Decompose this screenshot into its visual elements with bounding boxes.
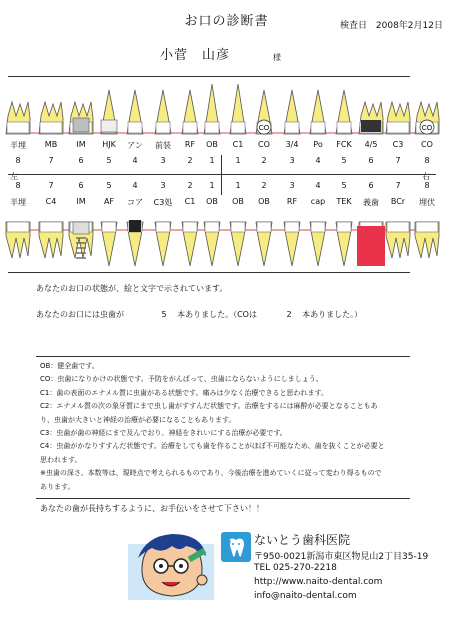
- lower-tooth-label: TEK: [336, 197, 352, 206]
- legend-line: り、虫歯が大きいと神経の治療が必要になることもあります。: [40, 415, 236, 424]
- legend-line: C2：エナメル質の次の象牙質にまで虫し歯がすすんだ状態です。治療をするには麻酔が必要となることもあ: [40, 402, 378, 411]
- lower-tooth-label: IM: [76, 197, 86, 206]
- lower-tooth-label: OB: [258, 197, 270, 206]
- lower-tooth-label: C3処: [153, 198, 173, 207]
- lower-tooth-number: 6: [368, 181, 374, 190]
- upper-tooth-number: 7: [395, 156, 401, 165]
- upper-tooth-number: 2: [261, 156, 267, 165]
- upper-tooth-label: C3: [392, 140, 404, 149]
- upper-tooth-label: 3/4: [285, 140, 299, 149]
- lower-tooth-number: 7: [48, 181, 54, 190]
- upper-tooth-number: 8: [15, 156, 21, 165]
- summary-line-2-c: 本ありました。）: [302, 310, 363, 319]
- upper-tooth-crown: [40, 122, 62, 133]
- upper-tooth-label: C1: [232, 140, 244, 149]
- upper-tooth-label: 半埋: [10, 141, 26, 150]
- upper-tooth-crown: [231, 122, 245, 133]
- lower-tooth-label: 義歯: [363, 198, 379, 207]
- lower-tooth-number: 8: [15, 181, 21, 190]
- exam-date-label: 検査日: [340, 21, 368, 31]
- mascot-doctor-icon: [128, 530, 214, 600]
- exam-date-value: 2008年2月12日: [375, 21, 443, 31]
- core-mark: [129, 220, 141, 232]
- lower-tooth-label: OB: [232, 197, 244, 206]
- lower-tooth-crown: [416, 222, 438, 232]
- upper-tooth-label: OB: [206, 140, 218, 149]
- upper-tooth-crown: [337, 122, 351, 133]
- lower-tooth-crown: [311, 222, 325, 232]
- upper-teeth-chart: [0, 76, 453, 140]
- summary-line-2-b: 本ありました。（COは: [177, 310, 257, 319]
- legend-block: [40, 360, 440, 494]
- legend-bottom-divider: [36, 498, 410, 499]
- lower-tooth-label: コア: [127, 198, 143, 207]
- upper-tooth-number: 5: [341, 156, 347, 165]
- lower-tooth-crown: [183, 222, 197, 232]
- lower-implant-crown: [73, 222, 89, 234]
- upper-tooth-label: FCK: [336, 140, 352, 149]
- upper-tooth-number: 2: [187, 156, 193, 165]
- side-left: 左: [10, 172, 18, 181]
- upper-tooth-crown: [128, 122, 142, 133]
- filling-mark: [361, 120, 381, 132]
- summary-line-2-a: あなたのお口には虫歯が: [36, 310, 124, 319]
- lower-tooth-label: cap: [310, 197, 326, 206]
- footer-message: あなたの歯が長持ちするように、お手伝いをさせて下さい！！: [40, 504, 264, 513]
- upper-tooth-crown: [156, 122, 170, 133]
- tooth-logo-icon: [221, 532, 251, 562]
- co-mark-text: CO: [421, 125, 433, 132]
- lower-tooth-label: C1: [184, 197, 196, 206]
- clinic-email: info@naito-dental.com: [254, 591, 357, 601]
- upper-tooth-number: 4: [132, 156, 138, 165]
- upper-tooth-crown: [7, 122, 29, 133]
- legend-line: 思われます。: [40, 455, 82, 464]
- lower-tooth-label: 埋伏: [419, 198, 435, 207]
- lower-tooth-number: 5: [106, 181, 112, 190]
- page-title: お口の診断書: [184, 14, 269, 29]
- upper-tooth-number: 1: [235, 156, 241, 165]
- lower-tooth-crown: [231, 222, 245, 232]
- lower-tooth-number: 3: [289, 181, 295, 190]
- lower-tooth-number: 8: [424, 181, 430, 190]
- legend-line: CO：虫歯になりかけの状態です。予防をがんばって、虫歯にならないようにしましょう。: [40, 375, 323, 384]
- lower-tooth-crown: [7, 222, 29, 232]
- patient-name: 小菅 山彦: [160, 48, 231, 63]
- denture-mark: [357, 226, 385, 266]
- clinic-tel: TEL 025-270-2218: [254, 563, 337, 573]
- upper-tooth-number: 4: [315, 156, 321, 165]
- lower-tooth-label: BCr: [390, 197, 406, 206]
- upper-tooth-number: 7: [48, 156, 54, 165]
- upper-tooth-number: 5: [106, 156, 112, 165]
- lower-tooth-number: 1: [209, 181, 215, 190]
- legend-line: あります。: [40, 482, 75, 491]
- lower-tooth-number: 1: [235, 181, 241, 190]
- lower-tooth-crown: [102, 222, 116, 232]
- exam-date: [340, 18, 443, 31]
- upper-tooth-number: 6: [78, 156, 84, 165]
- upper-tooth-label: Po: [313, 140, 323, 149]
- upper-tooth-number: 6: [368, 156, 374, 165]
- lower-tooth-number: 4: [315, 181, 321, 190]
- upper-tooth-label: 4/5: [364, 140, 378, 149]
- legend-top-divider: [36, 356, 410, 357]
- upper-tooth-crown: [183, 122, 197, 133]
- co-mark-text: CO: [258, 125, 270, 132]
- lower-tooth-crown: [285, 222, 299, 232]
- honorific: 様: [273, 53, 281, 62]
- upper-tooth-label: CO: [421, 140, 433, 149]
- upper-tooth-crown: [285, 122, 299, 133]
- summary-line-2: [36, 309, 362, 320]
- quadrant-horizontal-line: [8, 174, 436, 175]
- upper-tooth-number: 3: [289, 156, 295, 165]
- lower-tooth-number: 6: [78, 181, 84, 190]
- lower-tooth-label: OB: [206, 197, 218, 206]
- lower-tooth-crown: [337, 222, 351, 232]
- legend-line: C4：虫歯がかなりすすんだ状態です。治療をしても歯を作ることがほぼ不可能なため、歯を抜くことが必要と: [40, 442, 385, 451]
- lower-teeth-chart: [0, 218, 453, 270]
- upper-tooth-number: 8: [424, 156, 430, 165]
- lower-tooth-crown: [205, 222, 219, 232]
- upper-tooth-number: 1: [209, 156, 215, 165]
- legend-line: C3：虫歯が歯の神経にまで及んでおり、神経をきれいにする治療が必要です。: [40, 429, 287, 438]
- upper-tooth-label: RF: [184, 140, 196, 149]
- lower-tooth-crown: [257, 222, 271, 232]
- lower-tooth-label: AF: [103, 197, 115, 206]
- lower-tooth-number: 4: [132, 181, 138, 190]
- side-right: 右: [422, 172, 430, 181]
- lower-tooth-crown: [156, 222, 170, 232]
- implant-crown-mark: [73, 118, 89, 132]
- crown-mark: [101, 120, 117, 132]
- lower-tooth-number: 3: [160, 181, 166, 190]
- upper-tooth-number: 3: [160, 156, 166, 165]
- upper-tooth-label: CO: [258, 140, 270, 149]
- legend-line: ※虫歯の深さ、本数等は、現時点で考えられるものであり、今後治療を進めていくに従って変わり得るもので: [40, 469, 382, 478]
- upper-tooth-label: MB: [44, 140, 58, 149]
- lower-tooth-number: 7: [395, 181, 401, 190]
- upper-tooth-label: HJK: [102, 140, 116, 149]
- upper-tooth-label: アン: [127, 141, 143, 150]
- lower-tooth-label: RF: [286, 197, 298, 206]
- cavity-count: 5: [161, 310, 167, 319]
- legend-line: OB：健全歯です。: [40, 362, 99, 370]
- lower-tooth-number: 2: [187, 181, 193, 190]
- lower-tooth-label: C4: [45, 197, 57, 206]
- upper-tooth-label: IM: [76, 140, 86, 149]
- clinic-url: http://www.naito-dental.com: [254, 577, 383, 587]
- upper-tooth-crown: [387, 122, 409, 133]
- clinic-name: ないとう歯科医院: [254, 533, 351, 547]
- upper-tooth-crown: [205, 122, 219, 133]
- lower-tooth-crown: [40, 222, 62, 232]
- chart-bottom-divider: [8, 272, 410, 273]
- lower-tooth-label: 半埋: [10, 198, 26, 207]
- upper-tooth-label: 前装: [155, 141, 171, 150]
- lower-tooth-number: 2: [261, 181, 267, 190]
- co-count: 2: [286, 310, 292, 319]
- summary-line-1: あなたのお口の状態が、絵と文字で示されています。: [36, 284, 228, 293]
- clinic-address: 〒950-0021新潟市東区物見山2丁目35-19: [254, 552, 429, 562]
- lower-tooth-crown: [387, 222, 409, 232]
- upper-tooth-crown: [311, 122, 325, 133]
- legend-line: C1：歯の表面のエナメル質に虫歯がある状態です。痛みは少なく治療できると思われます。: [40, 388, 328, 397]
- lower-tooth-number: 5: [341, 181, 347, 190]
